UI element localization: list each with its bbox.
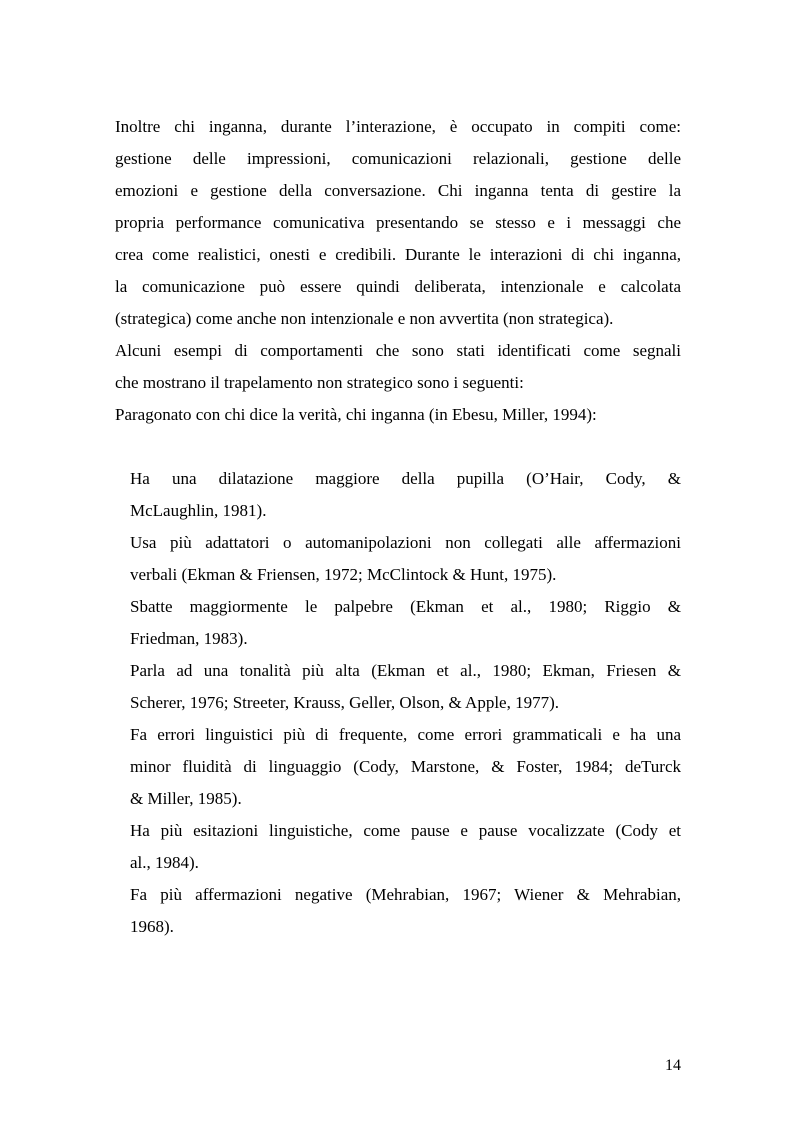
paragraph-line: che mostrano il trapelamento non strategico sono i seguenti:: [115, 373, 524, 392]
list-item-line: al., 1984).: [130, 853, 199, 872]
list-item-line: Scherer, 1976; Streeter, Krauss, Geller, Olson, & Apple, 1977).: [130, 693, 560, 712]
page-number: 14: [665, 1057, 681, 1074]
list-item-line: Sbatte maggiormente le palpebre (Ekman et al., 1980; Riggio &: [130, 597, 681, 616]
list-item-line: & Miller, 1985).: [130, 789, 242, 808]
paragraph-line: crea come realistici, onesti e credibili. Durante le interazioni di chi inganna,: [115, 245, 681, 264]
paragraph-line: Inoltre chi inganna, durante l’interazione, è occupato in compiti come:: [115, 117, 681, 136]
list-item-line: Friedman, 1983).: [130, 629, 248, 648]
paragraph-line: gestione delle impressioni, comunicazioni relazionali, gestione delle: [115, 149, 681, 168]
list-item-line: minor fluidità di linguaggio (Cody, Marstone, & Foster, 1984; deTurck: [130, 757, 681, 776]
paragraph-line: la comunicazione può essere quindi deliberata, intenzionale e calcolata: [115, 277, 681, 296]
paragraph-line: emozioni e gestione della conversazione. Chi inganna tenta di gestire la: [115, 181, 681, 200]
list-item-line: Ha una dilatazione maggiore della pupilla (O’Hair, Cody, &: [130, 469, 681, 488]
list-item-line: Usa più adattatori o automanipolazioni non collegati alle affermazioni: [130, 533, 681, 552]
list-item-line: McLaughlin, 1981).: [130, 501, 267, 520]
paragraph-line: Paragonato con chi dice la verità, chi inganna (in Ebesu, Miller, 1994):: [115, 405, 597, 424]
list-item-line: Parla ad una tonalità più alta (Ekman et al., 1980; Ekman, Friesen &: [130, 661, 681, 680]
list-item-line: verbali (Ekman & Friensen, 1972; McClintock & Hunt, 1975).: [130, 565, 557, 584]
list-item-line: 1968).: [130, 917, 174, 936]
paragraph-line: propria performance comunicativa presentando se stesso e i messaggi che: [115, 213, 681, 232]
list-item-line: Ha più esitazioni linguistiche, come pause e pause vocalizzate (Cody et: [130, 821, 681, 840]
paragraph-line: (strategica) come anche non intenzionale e non avvertita (non strategica).: [115, 309, 614, 328]
paragraph-line: Alcuni esempi di comportamenti che sono stati identificati come segnali: [115, 341, 681, 360]
list-item-line: Fa più affermazioni negative (Mehrabian, 1967; Wiener & Mehrabian,: [130, 885, 681, 904]
list-item-line: Fa errori linguistici più di frequente, come errori grammaticali e ha una: [130, 725, 681, 744]
